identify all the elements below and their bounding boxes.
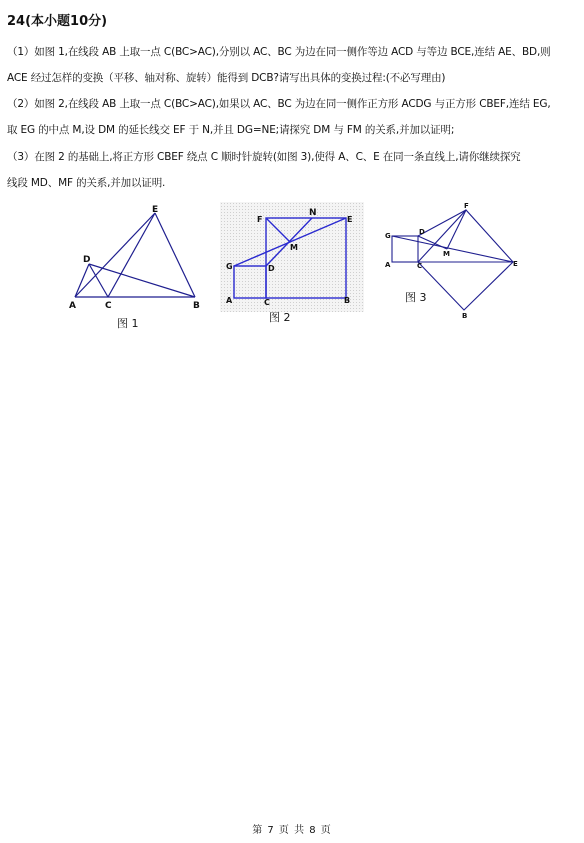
question-heading: 24(本小题10分)	[7, 14, 108, 29]
fig3-label-e: E	[513, 260, 518, 268]
figure-3	[380, 200, 525, 320]
fig2-label-a: A	[226, 296, 233, 305]
fig2-label-e: E	[347, 215, 353, 224]
figure-1	[60, 200, 210, 320]
segment-fd	[418, 210, 466, 236]
question-part1-line1: （1）如图 1,在线段 AB 上取一点 C(BC>AC),分别以 AC、BC 为边在同一侧作等边 ACD 与等边 BCE,连结 AE、BD,则	[7, 46, 551, 58]
fig2-label-n: N	[309, 208, 317, 218]
fig2-label-g: G	[226, 262, 233, 271]
segment-fm	[266, 218, 290, 242]
fig2-label-b: B	[344, 296, 351, 305]
fig1-label-b: B	[193, 301, 200, 311]
question-part2-line1: （2）如图 2,在线段 AB 上取一点 C(BC>AC),如果以 AC、BC 为边在同一侧作正方形 ACDG 与正方形 CBEF,连结 EG,	[7, 98, 551, 110]
square-acdg-rotated	[392, 236, 418, 262]
figure-3-caption: 图 3	[405, 291, 427, 304]
segment-eb	[155, 213, 195, 297]
segment-ge	[392, 236, 513, 262]
segment-fm	[447, 210, 466, 249]
segment-ad	[75, 264, 89, 297]
fig1-label-a: A	[69, 301, 76, 311]
question-part1-line2: ACE 经过怎样的变换（平移、轴对称、旋转）能得到 DCB?请写出具体的变换过程:(不必写理由)	[7, 72, 446, 84]
fig2-label-m: M	[290, 243, 298, 252]
page-footer: 第 7 页 共 8 页	[252, 825, 332, 836]
figure-2-caption: 图 2	[269, 311, 291, 324]
fig3-label-d: D	[419, 228, 425, 236]
fig3-label-g: G	[385, 232, 391, 240]
question-part3-line1: （3）在图 2 的基础上,将正方形 CBEF 绕点 C 顺时针旋转(如图 3),使得 A、C、E 在同一条直线上,请你继续探究	[7, 151, 521, 163]
fig1-label-d: D	[83, 255, 91, 265]
figure-1-caption: 图 1	[117, 317, 139, 330]
fig3-label-c: C	[417, 262, 423, 270]
fig3-label-f: F	[464, 202, 469, 210]
fig3-label-m: M	[443, 250, 450, 258]
fig3-label-b: B	[462, 312, 468, 320]
fig3-label-a: A	[385, 261, 391, 269]
fig1-label-c: C	[105, 301, 112, 311]
figure-2	[220, 202, 364, 312]
square-cbef-rotated	[418, 210, 513, 310]
question-part3-line2: 线段 MD、MF 的关系,并加以证明.	[7, 177, 166, 189]
fig2-label-d: D	[268, 264, 275, 273]
question-part2-line2: 取 EG 的中点 M,设 DM 的延长线交 EF 于 N,并且 DG=NE;请探究 DM 与 FM 的关系,并加以证明;	[7, 124, 455, 136]
square-acdg	[234, 266, 266, 298]
fig1-label-e: E	[152, 205, 159, 215]
fig2-label-c: C	[264, 298, 270, 307]
fig2-label-f: F	[257, 215, 263, 224]
